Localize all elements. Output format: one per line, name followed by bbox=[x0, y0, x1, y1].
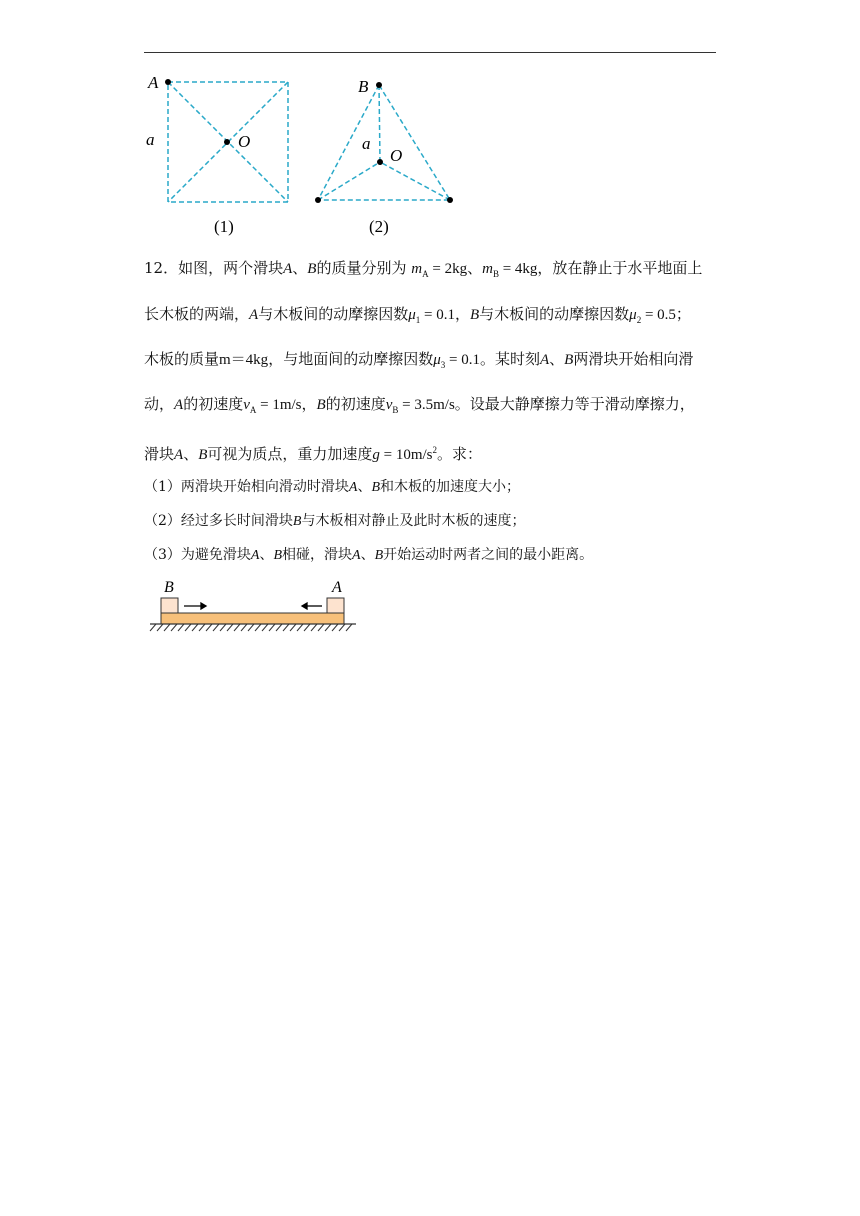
mass-B: $m_B = 4kg$ bbox=[482, 261, 538, 279]
label-O-2: O bbox=[390, 146, 403, 165]
block-B bbox=[161, 598, 178, 613]
velocity-A: $v_A = 1m/s$ bbox=[243, 397, 302, 415]
figure-triangle bbox=[318, 85, 450, 200]
label-B: B bbox=[358, 77, 369, 96]
problem-line-3: 木板的质量m＝4kg，与地面间的动摩擦因数$\mu_3 = 0.1$。某时刻A、B两滑块开始相向滑 bbox=[144, 350, 694, 370]
problem-line-4: 动，A的初速度$v_A = 1m/s$，B的初速度$v_B = 3.5m/s$。设最大静摩擦力等于滑动摩擦力， bbox=[144, 395, 695, 415]
block-B-label: B bbox=[164, 579, 174, 596]
problem-line-5: 滑块A、B可视为质点，重力加速度$g = 10m/s^2$。求： bbox=[144, 445, 483, 463]
mu1: $\mu_1 = 0.1$ bbox=[408, 307, 455, 325]
point-A bbox=[165, 79, 171, 85]
geometry-figure bbox=[140, 70, 470, 240]
arrow-right-icon bbox=[184, 603, 206, 609]
board-figure bbox=[146, 576, 362, 638]
question-3: （3）为避免滑块A、B相碰，滑块A、B开始运动时两者之间的最小距离。 bbox=[144, 547, 594, 563]
label-a-1: a bbox=[146, 130, 155, 149]
problem-line-1: 12．如图，两个滑块A、B的质量分别为 $m_A = 2kg$、$m_B = 4kg$，放在静止于水平地面上 bbox=[144, 259, 703, 279]
triangle-median-2 bbox=[318, 162, 380, 200]
point-O-2 bbox=[377, 159, 383, 165]
gravity: $g = 10m/s^2$ bbox=[372, 445, 438, 463]
ground-hatching bbox=[150, 624, 352, 631]
mu2: $\mu_2 = 0.5$ bbox=[629, 307, 676, 325]
mu3: $\mu_3 = 0.1$ bbox=[433, 352, 480, 370]
label-a-2: a bbox=[362, 134, 371, 153]
block-A-label: A bbox=[332, 579, 342, 596]
block-A bbox=[327, 598, 344, 613]
point-bottom-right bbox=[447, 197, 453, 203]
triangle-outline bbox=[318, 85, 450, 200]
arrow-left-icon bbox=[302, 603, 322, 609]
triangle-median-1 bbox=[379, 85, 380, 162]
header-rule bbox=[144, 52, 716, 53]
board-mass: m＝4kg bbox=[219, 352, 269, 368]
triangle-median-3 bbox=[380, 162, 450, 200]
velocity-B: $v_B = 3.5m/s$ bbox=[385, 397, 455, 415]
point-O-1 bbox=[224, 139, 230, 145]
problem-number: 12． bbox=[144, 259, 179, 277]
caption-2: (2) bbox=[369, 217, 389, 236]
question-2: （2）经过多长时间滑块B与木板相对静止及此时木板的速度； bbox=[144, 513, 526, 529]
label-A: A bbox=[148, 73, 159, 92]
caption-1: (1) bbox=[214, 217, 234, 236]
long-board bbox=[161, 613, 344, 624]
point-bottom-left bbox=[315, 197, 321, 203]
label-O-1: O bbox=[238, 132, 251, 151]
mass-A: $m_A = 2kg$ bbox=[411, 261, 468, 279]
question-1: （1）两滑块开始相向滑动时滑块A、B和木板的加速度大小； bbox=[144, 479, 521, 495]
problem-line-2: 长木板的两端，A与木板间的动摩擦因数$\mu_1 = 0.1$，B与木板间的动摩擦因数$\mu_2 = 0.5$； bbox=[144, 305, 691, 325]
point-B bbox=[376, 82, 382, 88]
